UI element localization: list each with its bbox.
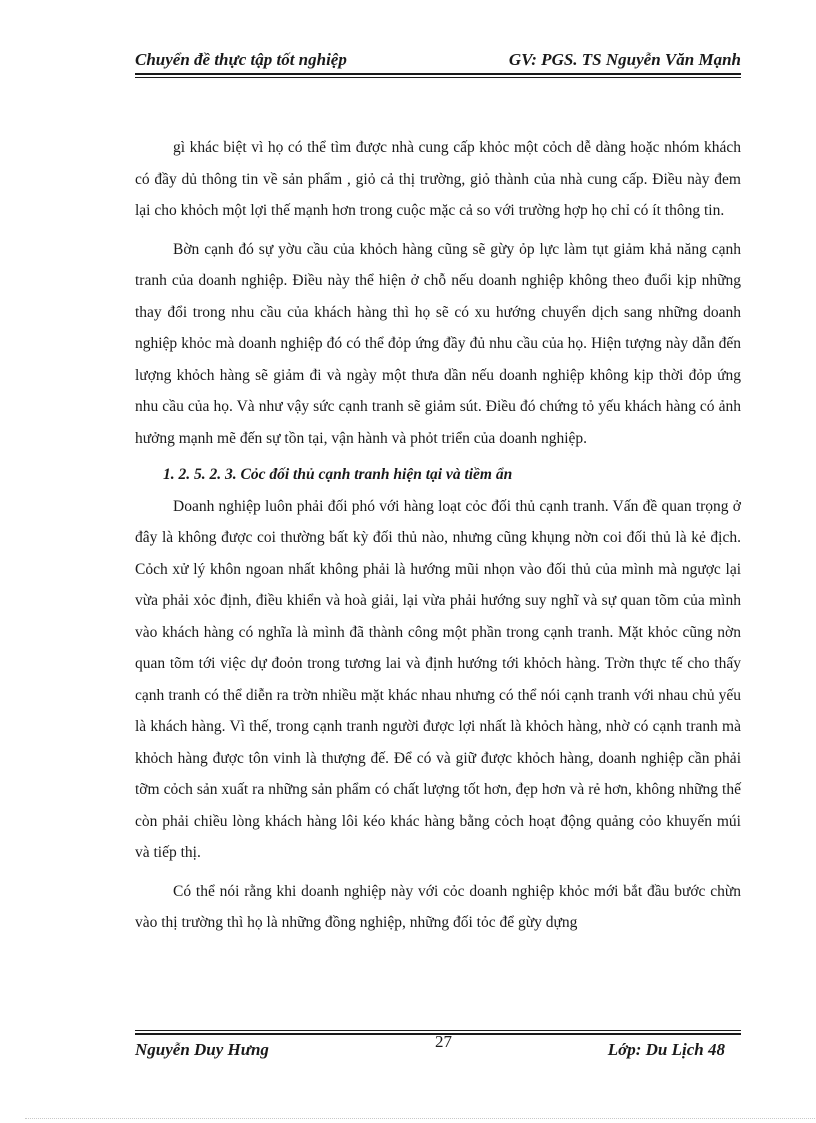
footer-rule-thin [135, 1030, 741, 1031]
header-advisor: GV: PGS. TS Nguyễn Văn Mạnh [508, 50, 741, 69]
paragraph-2: Bờn cạnh đó sự yờu cầu của khỏch hàng cũng sẽ gừy ỏp lực làm tụt giảm khả năng cạnh tranh của doanh nghiệp. Điều này thể hiện ở chỗ nếu doanh nghiệp không theo đuổi kịp những thay đổi trong nhu cầu của khách hàng thì họ sẽ có xu hướng chuyển dịch sang những doanh nghiệp khỏc mà doanh nghiệp đó có thể đỏp ứng đầy đủ nhu cầu của họ. Hiện tượng này dẫn đến lượng khỏch hàng sẽ giảm đi và ngày một thưa dần nếu doanh nghiệp không kịp thời đỏp ứng nhu cầu của họ. Và như vậy sức cạnh tranh sẽ giảm sút. Điều đó chứng tỏ yếu khách hàng có ảnh hưởng mạnh mẽ đến sự tồn tại, vận hành và phỏt triển của doanh nghiệp. [135, 240, 741, 447]
page-number: 27 [435, 1032, 452, 1051]
paragraph-3: Doanh nghiệp luôn phải đối phó với hàng loạt cỏc đối thủ cạnh tranh. Vấn đề quan trọng ở đây là không được coi thường bất kỳ đối thủ nào, nhưng cũng khụng nờn coi đối thủ là kẻ địch. Cỏch xử lý khôn ngoan nhất không phải là hướng mũi nhọn vào đối thủ của mình mà ngược lại vừa phải xỏc định, điều khiển và hoà giải, lại vừa phải hướng suy nghĩ và sự quan tõm của mình vào khách hàng có nghĩa là mình đã thành công một phần trong cạnh tranh. Mặt khỏc cũng nờn quan tõm tới việc dự đoỏn trong tương lai và định hướng tới khỏch hàng. Trờn thực tế cho thấy cạnh tranh có thể diễn ra trờn nhiều mặt khác nhau nhưng có thể nói cạnh tranh với nhau chủ yếu là khách hàng. Vì thế, trong cạnh tranh người được lợi nhất là khỏch hàng, nhờ có cạnh tranh mà khỏch hàng được tôn vinh là thượng đế. Để có và giữ được khỏch hàng, doanh nghiệp cần phải tỡm cỏch sản xuất ra những sản phẩm có chất lượng tốt hơn, đẹp hơn và rẻ hơn, không những thế còn phải chiều lòng khách hàng lôi kéo khác hàng bằng cỏch hoạt động quảng cỏo khuyến múi và tiếp thị. [135, 497, 741, 861]
page-body [135, 132, 741, 939]
section-heading: 1. 2. 5. 2. 3. Cỏc đối thủ cạnh tranh hiện tại và tiềm ẩn [163, 466, 513, 483]
footer-class: Lớp: Du Lịch 48 [607, 1040, 725, 1059]
page-edge-divider [25, 1118, 815, 1119]
header-rule [135, 73, 741, 75]
footer-author: Nguyễn Duy Hưng [135, 1040, 269, 1059]
header-title: Chuyển đề thực tập tốt nghiệp [135, 50, 347, 69]
header-rule-thin [135, 77, 741, 78]
page-footer [135, 1032, 741, 1060]
paragraph-1: gì khác biệt vì họ có thể tìm được nhà cung cấp khỏc một cỏch dễ dàng hoặc nhóm khách có đầy dủ thông tin về sản phẩm , giỏ cả thị trường, giỏ thành của nhà cung cấp. Điều này đem lại cho khỏch một lợi thế mạnh hơn trong cuộc mặc cả so với trường hợp họ chỉ có ít thông tin. [135, 139, 741, 219]
page-header [135, 50, 741, 70]
paragraph-4: Có thể nói rằng khi doanh nghiệp này với cỏc doanh nghiệp khỏc mới bắt đầu bước chừn vào thị trường thì họ là những đồng nghiệp, những đối tỏc để gừy dựng [135, 882, 741, 931]
